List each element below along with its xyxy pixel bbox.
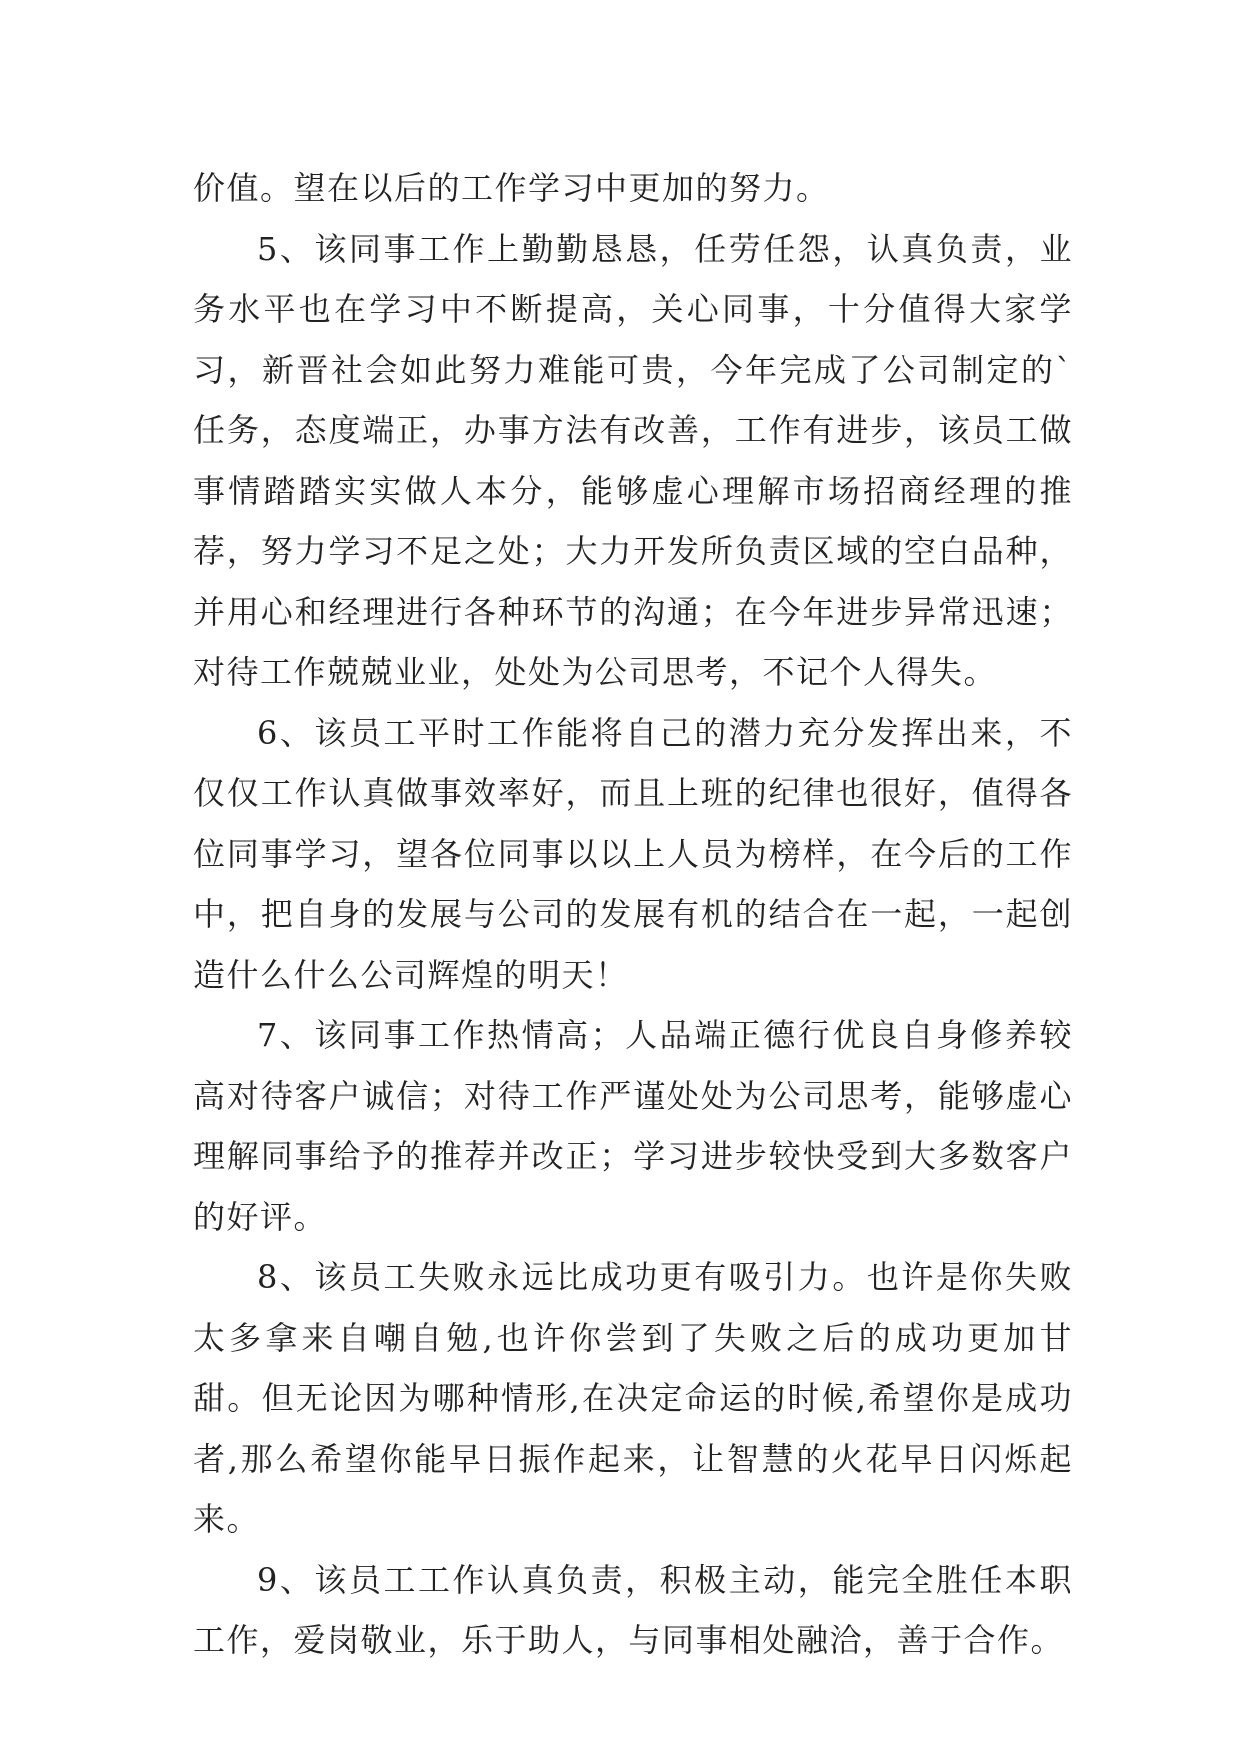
paragraph-item-6: 6、该员工平时工作能将自己的潜力充分发挥出来，不仅仅工作认真做事效率好，而且上班的纪律也很好，值得各位同事学习，望各位同事以以上人员为榜样，在今后的工作中，把自身的发展与公司的发展有机的结合在一起，一起创造什么什么公司辉煌的明天！ — [193, 713, 1073, 994]
paragraph-continuation: 价值。望在以后的工作学习中更加的努力。 — [193, 169, 830, 207]
document-body — [193, 158, 1073, 1671]
paragraph-item-7: 7、该同事工作热情高；人品端正德行优良自身修养较高对待客户诚信；对待工作严谨处处为公司思考，能够虚心理解同事给予的推荐并改正；学习进步较快受到大多数客户的好评。 — [193, 1016, 1073, 1236]
paragraph-item-9: 9、该员工工作认真负责，积极主动，能完全胜任本职工作，爱岗敬业，乐于助人，与同事相处融洽，善于合作。 — [193, 1560, 1073, 1659]
paragraph-item-5: 5、该同事工作上勤勤恳恳，任劳任怨，认真负责，业务水平也在学习中不断提高，关心同事，十分值得大家学习，新晋社会如此努力难能可贵，今年完成了公司制定的`任务，态度端正，办事方法有改善，工作有进步，该员工做事情踏踏实实做人本分，能够虚心理解市场招商经理的推荐，努力学习不足之处；大力开发所负责区域的空白品种，并用心和经理进行各种环节的沟通；在今年进步异常迅速；对待工作兢兢业业，处处为公司思考，不记个人得失。 — [193, 229, 1073, 691]
paragraph-item-8: 8、该员工失败永远比成功更有吸引力。也许是你失败太多拿来自嘲自勉,也许你尝到了失败之后的成功更加甘甜。但无论因为哪种情形,在决定命运的时候,希望你是成功者,那么希望你能早日振作起来，让智慧的火花早日闪烁起来。 — [193, 1258, 1073, 1538]
